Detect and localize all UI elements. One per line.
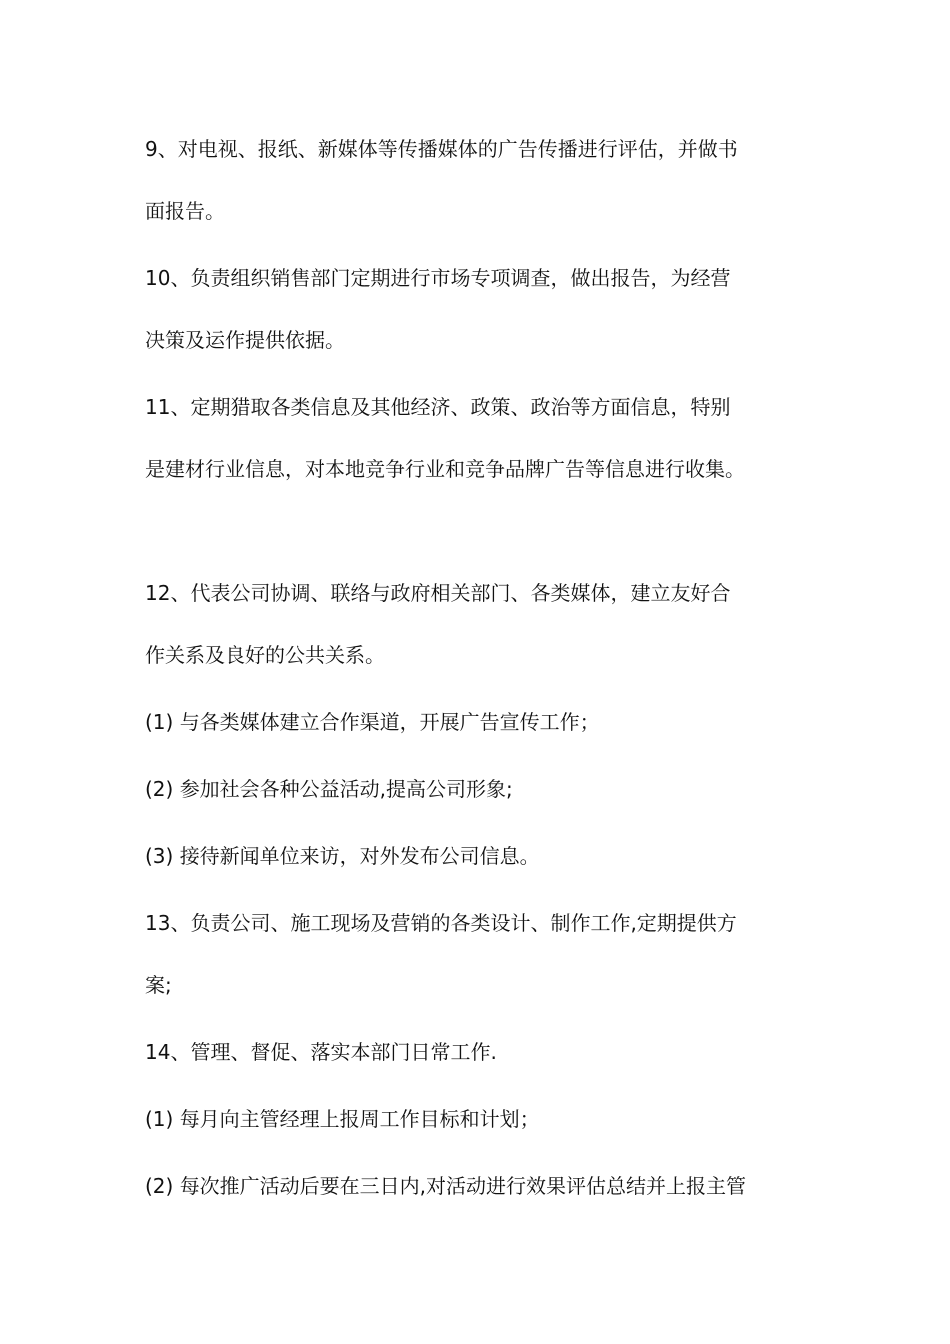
text-line: 是建材行业信息，对本地竞争行业和竞争品牌广告等信息进行收集。 xyxy=(145,457,745,481)
text-line: 10、负责组织销售部门定期进行市场专项调查，做出报告，为经营 xyxy=(145,266,731,290)
text-line: 面报告。 xyxy=(145,199,225,223)
text-line: 14、管理、督促、落实本部门日常工作. xyxy=(145,1040,497,1064)
paragraph-item-12 xyxy=(145,562,825,686)
paragraph-item-10 xyxy=(145,247,825,371)
text-line: 11、定期猎取各类信息及其他经济、政策、政治等方面信息，特别 xyxy=(145,395,731,419)
text-line: 13、负责公司、施工现场及营销的各类设计、制作工作,定期提供方 xyxy=(145,911,737,935)
text-line: (2) 每次推广活动后要在三日内,对活动进行效果评估总结并上报主管 xyxy=(145,1174,747,1198)
paragraph-item-13 xyxy=(145,892,825,1016)
sub-item-12-3 xyxy=(145,825,825,887)
sub-item-14-1 xyxy=(145,1088,825,1150)
text-line: 12、代表公司协调、联络与政府相关部门、各类媒体，建立友好合 xyxy=(145,581,731,605)
text-line: 决策及运作提供依据。 xyxy=(145,328,345,352)
text-line: (3) 接待新闻单位来访，对外发布公司信息。 xyxy=(145,844,540,868)
paragraph-item-14 xyxy=(145,1021,825,1083)
sub-item-12-2 xyxy=(145,758,825,820)
sub-item-14-2 xyxy=(145,1155,825,1217)
text-line: 9、对电视、报纸、新媒体等传播媒体的广告传播进行评估，并做书 xyxy=(145,137,738,161)
text-line: 作关系及良好的公共关系。 xyxy=(145,643,385,667)
text-line: (2) 参加社会各种公益活动,提高公司形象; xyxy=(145,777,513,801)
sub-item-12-1 xyxy=(145,691,825,753)
text-line: 案; xyxy=(145,973,172,997)
text-line: (1) 每月向主管经理上报周工作目标和计划； xyxy=(145,1107,540,1131)
paragraph-item-11 xyxy=(145,376,825,500)
document-body xyxy=(145,118,825,1222)
paragraph-item-9 xyxy=(145,118,825,242)
text-line: (1) 与各类媒体建立合作渠道，开展广告宣传工作； xyxy=(145,710,600,734)
blank-line xyxy=(145,505,825,562)
